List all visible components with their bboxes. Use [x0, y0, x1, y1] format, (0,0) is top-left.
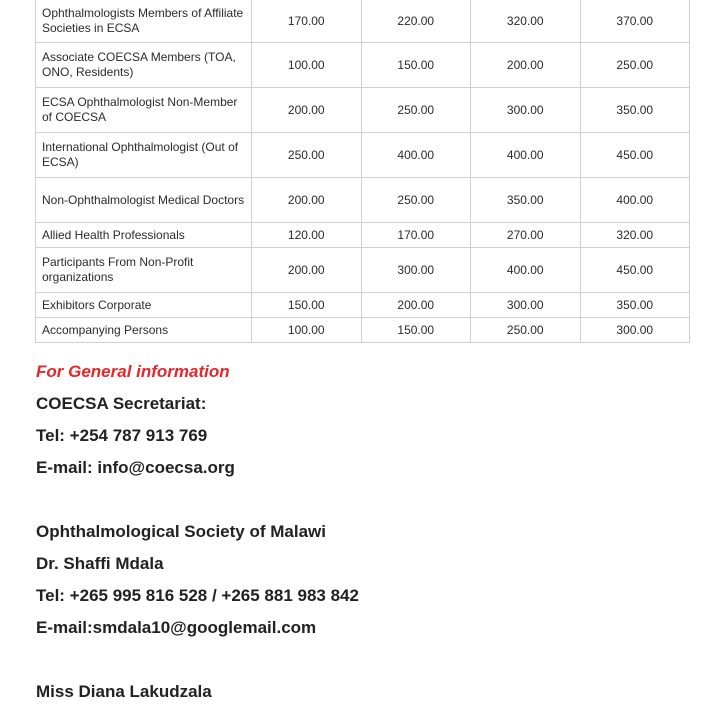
- fee-amount: 350.00: [471, 178, 581, 223]
- fee-amount: 400.00: [580, 178, 690, 223]
- malawi-contact-name: Dr. Shaffi Mdala: [36, 554, 164, 573]
- spacer: [36, 484, 696, 516]
- table-row: [36, 293, 690, 318]
- fee-amount: 150.00: [252, 293, 362, 318]
- general-info-heading: For General information: [36, 362, 230, 381]
- fee-amount: 200.00: [252, 178, 362, 223]
- table-row: [36, 248, 690, 293]
- table-row: [36, 0, 690, 43]
- fee-amount: 250.00: [580, 43, 690, 88]
- fees-table-body: [36, 0, 690, 343]
- fee-amount: 270.00: [471, 223, 581, 248]
- fee-amount: 400.00: [471, 248, 581, 293]
- fee-category: Accompanying Persons: [36, 318, 252, 343]
- malawi-phone: Tel: +265 995 816 528 / +265 881 983 842: [36, 586, 359, 605]
- fee-amount: 350.00: [580, 293, 690, 318]
- coecsa-phone: Tel: +254 787 913 769: [36, 426, 208, 445]
- table-row: [36, 318, 690, 343]
- fee-amount: 320.00: [471, 0, 581, 43]
- fee-amount: 300.00: [471, 293, 581, 318]
- fee-amount: 370.00: [580, 0, 690, 43]
- fee-amount: 400.00: [361, 133, 471, 178]
- fee-category: Ophthalmologists Members of Affiliate Societies in ECSA: [36, 0, 252, 43]
- fee-amount: 150.00: [361, 43, 471, 88]
- fee-amount: 170.00: [252, 0, 362, 43]
- fee-amount: 320.00: [580, 223, 690, 248]
- fee-amount: 250.00: [471, 318, 581, 343]
- fee-amount: 100.00: [252, 43, 362, 88]
- fee-category: Allied Health Professionals: [36, 223, 252, 248]
- fee-category: ECSA Ophthalmologist Non-Member of COECSA: [36, 88, 252, 133]
- general-info-section: [36, 356, 696, 708]
- coecsa-email: E-mail: info@coecsa.org: [36, 458, 235, 477]
- malawi-society-name: Ophthalmological Society of Malawi: [36, 522, 326, 541]
- fee-amount: 100.00: [252, 318, 362, 343]
- malawi-email: E-mail:smdala10@googlemail.com: [36, 618, 317, 637]
- fee-category: Associate COECSA Members (TOA, ONO, Residents): [36, 43, 252, 88]
- fee-amount: 350.00: [580, 88, 690, 133]
- fee-amount: 300.00: [471, 88, 581, 133]
- fee-amount: 120.00: [252, 223, 362, 248]
- fee-amount: 250.00: [361, 178, 471, 223]
- fee-amount: 220.00: [361, 0, 471, 43]
- spacer: [36, 644, 696, 676]
- fee-category: Participants From Non-Profit organizations: [36, 248, 252, 293]
- fee-amount: 170.00: [361, 223, 471, 248]
- fee-amount: 400.00: [471, 133, 581, 178]
- fee-amount: 300.00: [361, 248, 471, 293]
- table-row: [36, 178, 690, 223]
- fee-category: Non-Ophthalmologist Medical Doctors: [36, 178, 252, 223]
- fee-amount: 150.00: [361, 318, 471, 343]
- fee-amount: 300.00: [580, 318, 690, 343]
- fee-amount: 250.00: [361, 88, 471, 133]
- fee-amount: 200.00: [252, 88, 362, 133]
- fee-amount: 200.00: [361, 293, 471, 318]
- table-row: [36, 133, 690, 178]
- table-row: [36, 43, 690, 88]
- other-contact-name: Miss Diana Lakudzala: [36, 682, 212, 701]
- fee-amount: 450.00: [580, 133, 690, 178]
- fee-amount: 200.00: [252, 248, 362, 293]
- fee-amount: 250.00: [252, 133, 362, 178]
- table-row: [36, 88, 690, 133]
- fee-amount: 450.00: [580, 248, 690, 293]
- fee-amount: 200.00: [471, 43, 581, 88]
- fee-category: International Ophthalmologist (Out of ECSA): [36, 133, 252, 178]
- coecsa-secretariat-label: COECSA Secretariat:: [36, 394, 207, 413]
- registration-fees-table: [35, 0, 690, 343]
- table-row: [36, 223, 690, 248]
- fee-category: Exhibitors Corporate: [36, 293, 252, 318]
